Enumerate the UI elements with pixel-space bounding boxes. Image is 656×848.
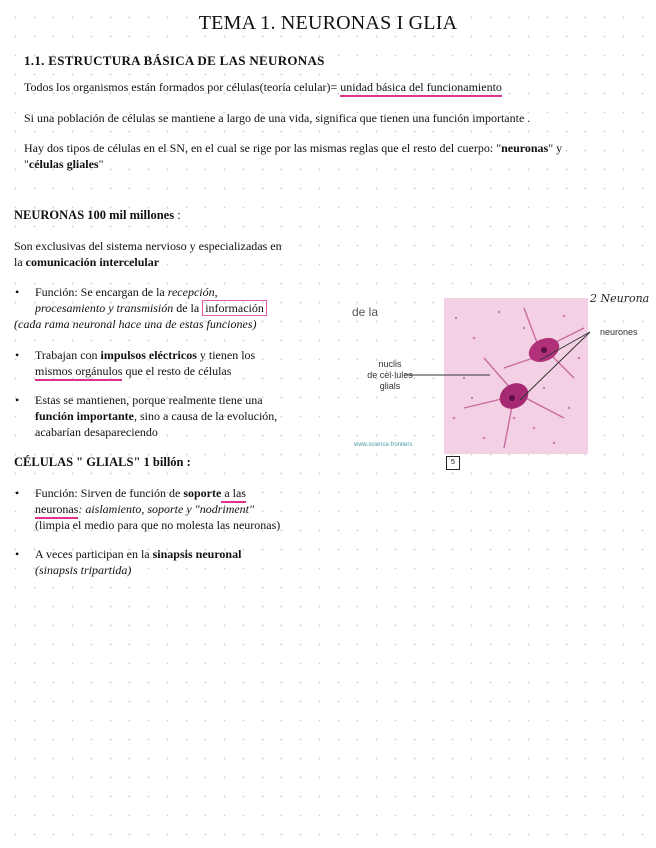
intro-paragraph-2: Si una población de células se mantiene a largo de una vida, significa que tienen una función importante . xyxy=(24,111,531,125)
glia-bullet-sinapsis xyxy=(15,546,335,578)
neuronas-desc-a: Son exclusivas del sistema nervioso y especializadas en xyxy=(14,239,282,253)
intro-p3-neuronas: neuronas xyxy=(501,141,549,155)
neuronas-desc-comunicacion: comunicación intercelular xyxy=(25,255,160,269)
intro-p3-d: " xyxy=(24,157,29,171)
neuronas-b1-d: de la xyxy=(173,301,203,315)
neuronas-b1-note xyxy=(14,316,334,332)
neuronas-heading-text: NEURONAS 100 mil millones xyxy=(14,208,175,222)
neuronas-b2-a: Trabajan con xyxy=(35,348,101,362)
glia-bullet-funcion xyxy=(15,485,335,533)
neuronas-b1-procesamiento: procesamiento y transmisión xyxy=(35,301,174,315)
neuronas-b2-impulsos: impulsos eléctricos xyxy=(100,348,197,362)
figure-cut-text: de la xyxy=(352,305,379,319)
bullet-dot: • xyxy=(15,547,20,561)
neuronas-b3-funcion-importante: función importante xyxy=(35,409,134,423)
neuronas-heading xyxy=(14,208,181,223)
bullet-dot: • xyxy=(15,285,20,299)
neuronas-b1-note-text: (cada rama neuronal hace una de estas funciones) xyxy=(14,317,257,331)
neuronas-b1-recepcion: recepción, xyxy=(167,285,218,299)
intro-p3-c: " y xyxy=(548,141,563,155)
neuronas-bullet-impulsos xyxy=(15,347,335,379)
figure-pointer-lines xyxy=(400,320,656,440)
glia-b1-limpia: (limpia el medio para que no molesta las neuronas) xyxy=(35,518,281,532)
neuronas-desc-b: la xyxy=(14,255,26,269)
intro-p3-f: " xyxy=(98,157,104,171)
neuronas-description xyxy=(14,238,334,270)
intro-paragraph-3 xyxy=(24,140,644,172)
neuronas-b3-a: Estas se mantienen, porque realmente tiene una xyxy=(35,393,263,407)
page-title: TEMA 1. NEURONAS I GLIA xyxy=(198,12,458,34)
glia-b2-sinapsis-neuronal: sinapsis neuronal xyxy=(152,547,242,561)
bullet-dot: • xyxy=(15,348,20,362)
glia-b1-a: Función: Sirven de función de xyxy=(35,486,184,500)
intro-p3-a: Hay dos tipos de células en el SN, en el cual se rige por las mismas reglas que el resto del cuerpo: " xyxy=(24,141,502,155)
bullet-dot: • xyxy=(15,486,20,500)
neuronas-b1-informacion: información xyxy=(202,300,267,316)
neuronas-b3-c: , sino a causa de la evolución, xyxy=(134,409,278,423)
label-neurones: neurones xyxy=(600,327,638,337)
figure-source-link[interactable]: www.science-frontiers xyxy=(354,442,413,448)
neuronas-b2-c: y tienen los xyxy=(196,348,256,362)
bullet-dot: • xyxy=(15,393,20,407)
neuronas-b1-a: Función: Se encargan de la xyxy=(35,285,168,299)
intro-paragraph-1 xyxy=(24,79,644,95)
figure-number: 5 xyxy=(446,456,460,470)
glia-b1-soporte: soporte xyxy=(183,486,222,500)
handwritten-note: 2 Neurona xyxy=(590,292,650,305)
neuronas-heading-colon: : xyxy=(174,208,181,222)
intro-p1-highlight: unidad básica del funcionamiento xyxy=(340,80,502,97)
neuronas-bullet-evolucion xyxy=(15,392,335,440)
section-heading: 1.1. ESTRUCTURA BÁSICA DE LAS NEURONAS xyxy=(24,53,325,68)
glia-b1-aislamiento: : aislamiento, soporte y "nodriment" xyxy=(78,502,255,516)
neuronas-b2-e: que el resto de células xyxy=(122,364,232,378)
glia-b2-tripartida: (sinapsis tripartida) xyxy=(35,563,132,577)
neuronas-b3-d: acabarían desapareciendo xyxy=(35,425,158,439)
glia-b1-a-las: a las xyxy=(221,486,246,503)
glia-b2-a: A veces participan en la xyxy=(35,547,153,561)
label-nuclis-glials: nuclis de cèl·lules glials xyxy=(367,359,413,391)
intro-p3-celulas-gliales: células gliales xyxy=(28,157,99,171)
glia-heading: CÉLULAS " GLIALS" 1 billón : xyxy=(14,455,191,469)
neuronas-bullet-funcion xyxy=(15,284,335,316)
neuronas-b2-mismos-organulos: mismos orgánulos xyxy=(35,364,122,381)
glia-b1-neuronas: neuronas xyxy=(35,502,78,519)
intro-p1-text: Todos los organismos están formados por células(teoría celular)= xyxy=(24,80,341,94)
